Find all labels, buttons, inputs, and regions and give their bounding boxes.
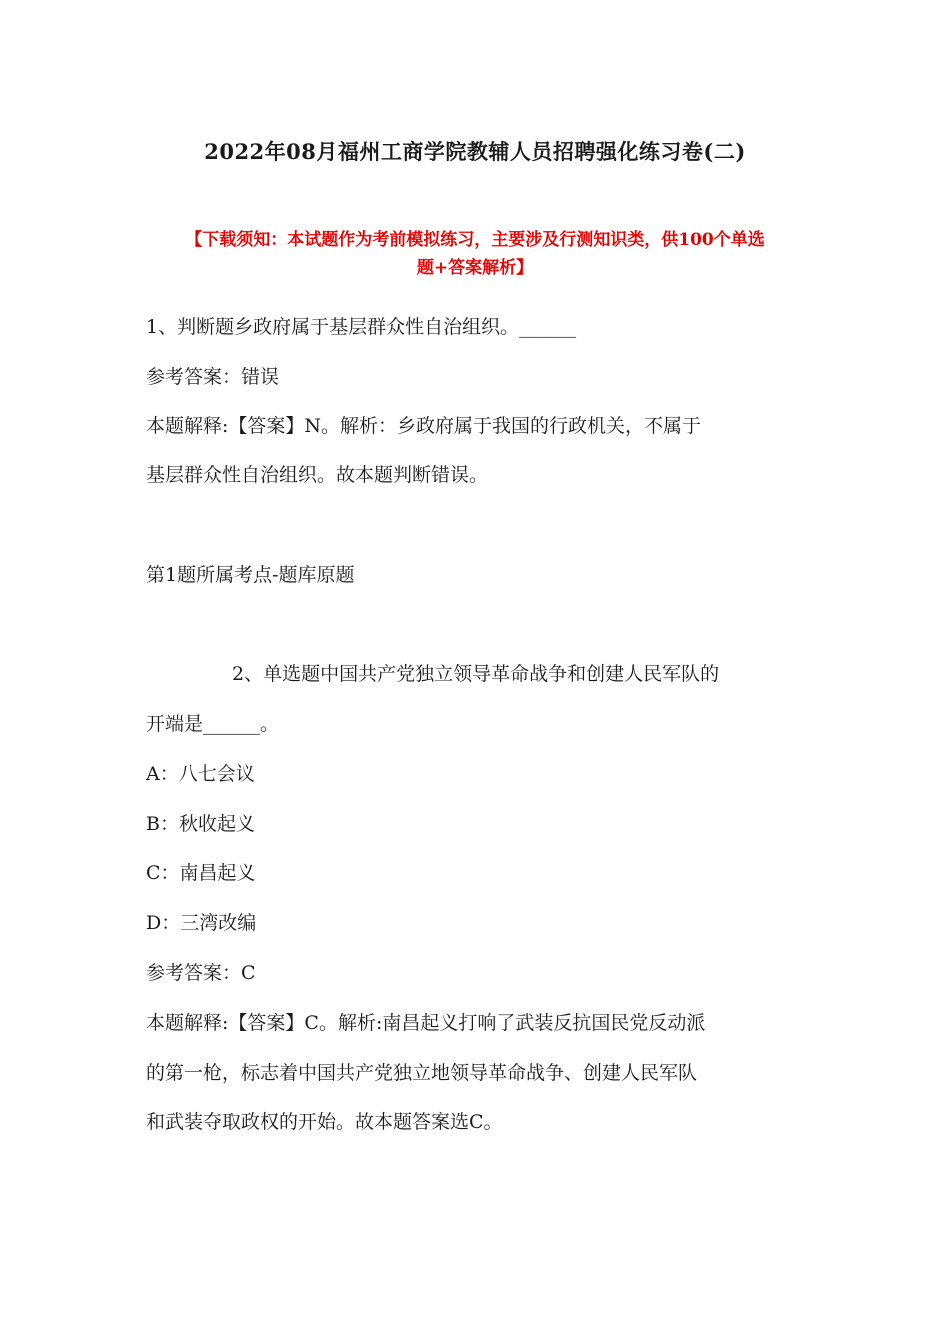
- question-1-explanation-line-2: 基层群众性自治组织。故本题判断错误。: [146, 464, 489, 486]
- download-notice: [140, 226, 810, 282]
- question-2-option-d: D：三湾改编: [146, 912, 257, 934]
- question-1-source: 第1题所属考点-题库原题: [146, 564, 355, 586]
- question-1-answer: 参考答案：错误: [146, 366, 280, 388]
- question-2-explanation-line-1: 本题解释:【答案】C。解析:南昌起义打响了武装反抗国民党反动派: [146, 1012, 706, 1034]
- question-2-text-line-1: 2、单选题中国共产党独立领导革命战争和创建人民军队的: [232, 663, 720, 685]
- question-2-option-c: C：南昌起义: [146, 862, 256, 884]
- download-notice-line-1: 【下载须知：本试题作为考前模拟练习，主要涉及行测知识类，供100个单选: [185, 230, 765, 250]
- question-2-option-b: B：秋收起义: [146, 813, 255, 835]
- question-2-text-line-2: 开端是______。: [146, 713, 280, 735]
- page-title: 2022年08月福州工商学院教辅人员招聘强化练习卷(二): [204, 139, 746, 164]
- question-2-option-a: A：八七会议: [146, 763, 255, 785]
- question-2-explanation-line-2: 的第一枪，标志着中国共产党独立地领导革命战争、创建人民军队: [146, 1062, 698, 1084]
- question-1-explanation-line-1: 本题解释:【答案】N。解析：乡政府属于我国的行政机关，不属于: [146, 415, 702, 437]
- question-2-explanation-line-3: 和武装夺取政权的开始。故本题答案选C。: [146, 1111, 503, 1133]
- question-2-answer: 参考答案：C: [146, 962, 256, 984]
- download-notice-line-2: 题+答案解析】: [416, 258, 534, 278]
- question-1-text: 1、判断题乡政府属于基层群众性自治组织。______: [146, 316, 577, 338]
